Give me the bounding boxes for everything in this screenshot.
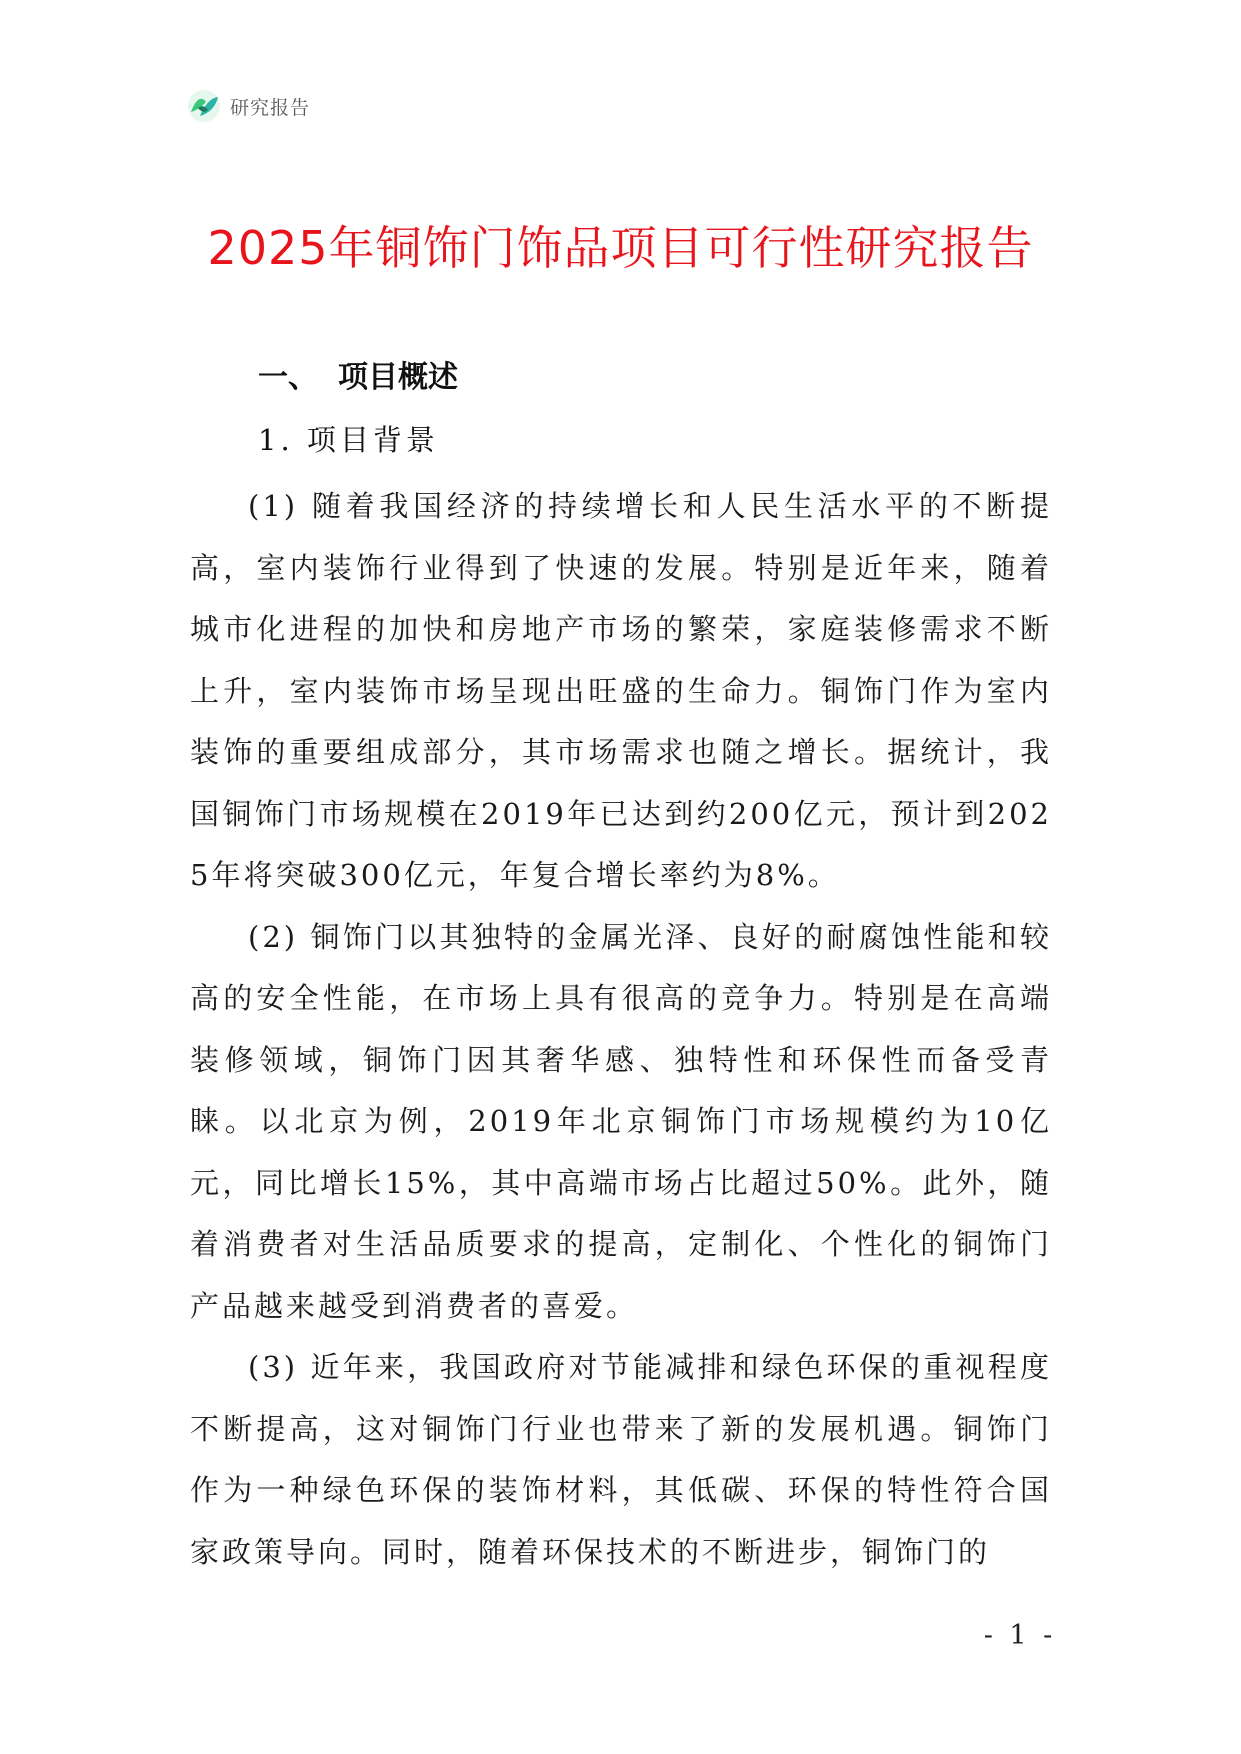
paragraph-1: (1) 随着我国经济的持续增长和人民生活水平的不断提高，室内装饰行业得到了快速的发展。特别是近年来，随着城市化进程的加快和房地产市场的繁荣，家庭装修需求不断上升，室内装饰市场呈现出旺盛的生命力。铜饰门作为室内装饰的重要组成部分，其市场需求也随之增长。据统计，我国铜饰门市场规模在2019年已达到约200亿元，预计到2025年将突破300亿元，年复合增长率约为8%。: [190, 489, 1052, 892]
page-header: [186, 86, 310, 126]
paragraph-3: (3) 近年来，我国政府对节能减排和绿色环保的重视程度不断提高，这对铜饰门行业也带来了新的发展机遇。铜饰门作为一种绿色环保的装饰材料，其低碳、环保的特性符合国家政策导向。同时，随着环保技术的不断进步，铜饰门的: [190, 1350, 1052, 1569]
subsection-heading: 1. 项目背景: [258, 423, 439, 457]
section-title: 项目概述: [338, 360, 458, 395]
section-heading: [258, 356, 458, 400]
body-text: [190, 476, 1052, 1583]
paragraph-2: (2) 铜饰门以其独特的金属光泽、良好的耐腐蚀性能和较高的安全性能，在市场上具有很高的竞争力。特别是在高端装修领域，铜饰门因其奢华感、独特性和环保性而备受青睐。以北京为例，2019年北京铜饰门市场规模约为10亿元，同比增长15%，其中高端市场占比超过50%。此外，随着消费者对生活品质要求的提高，定制化、个性化的铜饰门产品越来越受到消费者的喜爱。: [190, 919, 1052, 1323]
section-number: 一、: [258, 360, 318, 395]
page-number: - 1 -: [983, 1620, 1057, 1651]
header-label: 研究报告: [230, 96, 311, 119]
document-title: 2025年铜饰门饰品项目可行性研究报告: [207, 221, 1034, 275]
leaf-logo-icon: [186, 88, 222, 124]
